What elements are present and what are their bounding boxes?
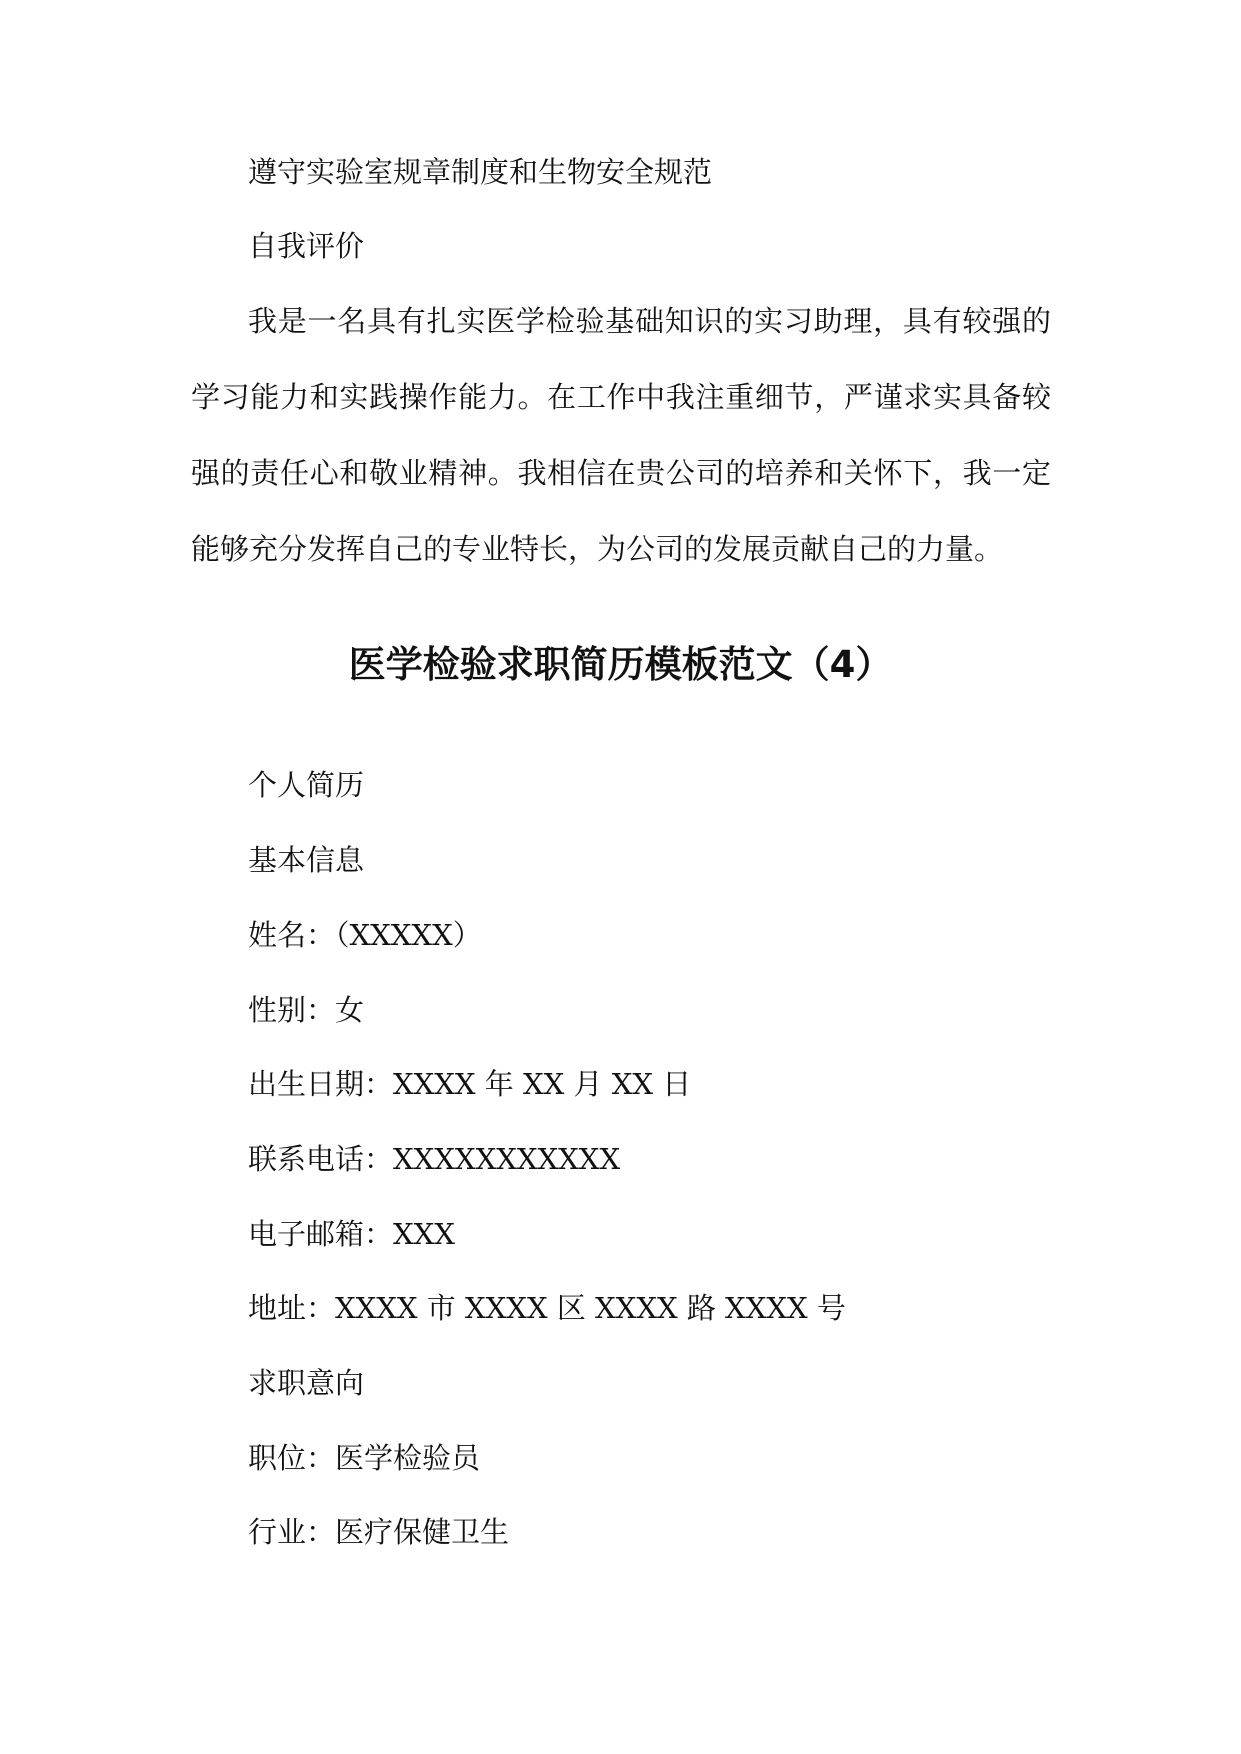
email-field: 电子邮箱：XXX xyxy=(248,1217,455,1251)
birth-date-field: 出生日期：XXXX 年 XX 月 XX 日 xyxy=(248,1067,692,1101)
gender-field: 性别：女 xyxy=(248,993,365,1027)
name-field: 姓名：（XXXXX） xyxy=(248,918,482,952)
industry-field: 行业：医疗保健卫生 xyxy=(248,1515,510,1549)
self-evaluation-paragraph: 我是一名具有扎实医学检验基础知识的实习助理，具有较强的学习能力和实践操作能力。在工作中我注重细节，严谨求实具备较强的责任心和敬业精神。我相信在贵公司的培养和关怀下，我一定能够充分发挥自己的专业特长，为公司的发展贡献自己的力量。 xyxy=(191,304,1051,566)
address-field: 地址：XXXX 市 XXXX 区 XXXX 路 XXXX 号 xyxy=(248,1291,846,1325)
job-intent-heading: 求职意向 xyxy=(248,1366,365,1400)
phone-field: 联系电话：XXXXXXXXXXX xyxy=(248,1142,621,1176)
section-title: 医学检验求职简历模板范文（4） xyxy=(348,643,893,686)
self-evaluation-heading: 自我评价 xyxy=(248,229,365,263)
lab-rules-line: 遵守实验室规章制度和生物安全规范 xyxy=(248,155,713,189)
position-field: 职位：医学检验员 xyxy=(248,1441,481,1475)
resume-heading: 个人简历 xyxy=(248,768,365,802)
basic-info-heading: 基本信息 xyxy=(248,843,365,877)
